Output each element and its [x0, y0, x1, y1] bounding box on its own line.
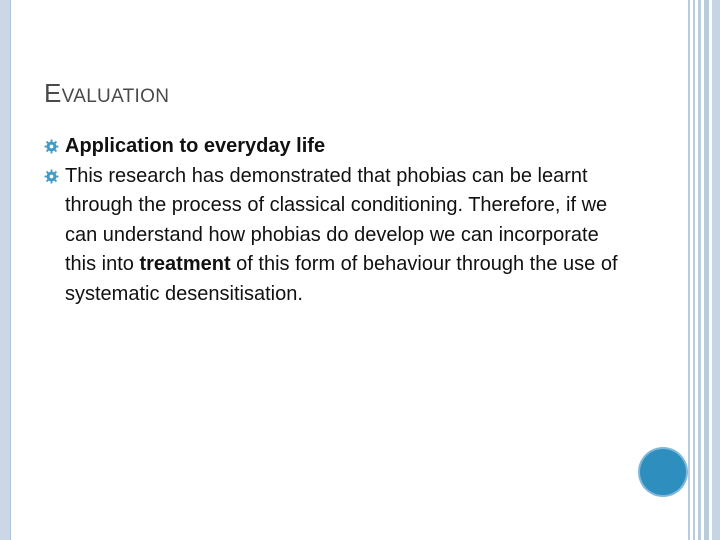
- bullet-heading: Application to everyday life: [65, 135, 326, 157]
- bullet-list: [44, 132, 624, 309]
- bullet-text-before: This research has demonstrated that phobias can be learnt through the process of classical conditioning. Therefore, if we can understand how phobias do develop we can incorporate this into: [65, 164, 608, 275]
- decorative-circle: [640, 449, 686, 495]
- right-stripe: [688, 0, 690, 540]
- gear-bullet-icon: [44, 169, 59, 184]
- left-frame-bar: [0, 0, 11, 540]
- slide-title: [44, 78, 169, 109]
- bullet-item: [44, 132, 624, 162]
- slide-title-initial: E: [44, 78, 62, 108]
- right-stripe: [704, 0, 709, 540]
- bullet-item: [44, 162, 624, 310]
- right-stripe: [693, 0, 695, 540]
- right-stripe: [698, 0, 701, 540]
- right-stripe: [712, 0, 720, 540]
- gear-bullet-icon: [44, 139, 59, 154]
- slide-title-rest: VALUATION: [61, 86, 170, 107]
- bullet-text-bold: treatment: [139, 253, 231, 275]
- bullet-text-after: of this form of behaviour through the use of systematic desensitisation.: [65, 253, 618, 305]
